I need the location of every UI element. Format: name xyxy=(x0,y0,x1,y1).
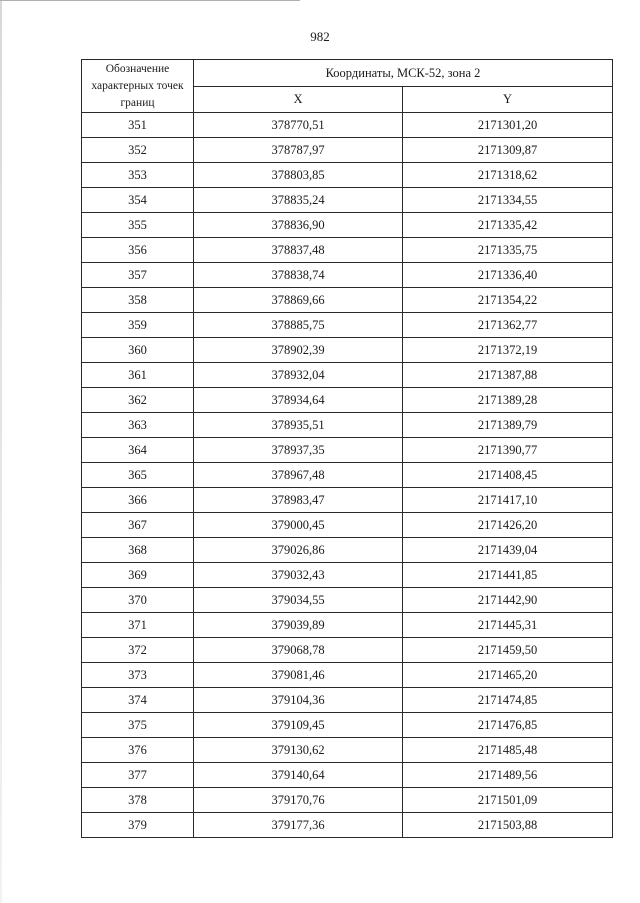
cell-point: 363 xyxy=(82,413,194,438)
header-y: Y xyxy=(403,87,613,113)
cell-y: 2171335,42 xyxy=(403,213,613,238)
cell-y: 2171476,85 xyxy=(403,713,613,738)
page-number: 982 xyxy=(310,29,330,44)
cell-y: 2171336,40 xyxy=(403,263,613,288)
cell-x: 379081,46 xyxy=(194,663,403,688)
cell-x: 379000,45 xyxy=(194,513,403,538)
table-row xyxy=(82,263,613,288)
cell-y: 2171501,09 xyxy=(403,788,613,813)
cell-point: 356 xyxy=(82,238,194,263)
table-row xyxy=(82,663,613,688)
cell-x: 378902,39 xyxy=(194,338,403,363)
cell-point: 373 xyxy=(82,663,194,688)
cell-y: 2171439,04 xyxy=(403,538,613,563)
cell-point: 378 xyxy=(82,788,194,813)
cell-point: 362 xyxy=(82,388,194,413)
cell-y: 2171465,20 xyxy=(403,663,613,688)
cell-y: 2171389,28 xyxy=(403,388,613,413)
cell-x: 379104,36 xyxy=(194,688,403,713)
table-row xyxy=(82,163,613,188)
table-row xyxy=(82,138,613,163)
cell-y: 2171445,31 xyxy=(403,613,613,638)
cell-point: 374 xyxy=(82,688,194,713)
cell-y: 2171362,77 xyxy=(403,313,613,338)
cell-point: 360 xyxy=(82,338,194,363)
cell-x: 378836,90 xyxy=(194,213,403,238)
table-row xyxy=(82,363,613,388)
cell-x: 379177,36 xyxy=(194,813,403,838)
table-row xyxy=(82,763,613,788)
cell-x: 378770,51 xyxy=(194,113,403,138)
cell-point: 366 xyxy=(82,488,194,513)
cell-x: 378937,35 xyxy=(194,438,403,463)
cell-y: 2171459,50 xyxy=(403,638,613,663)
cell-x: 378935,51 xyxy=(194,413,403,438)
table-row xyxy=(82,738,613,763)
cell-y: 2171387,88 xyxy=(403,363,613,388)
cell-x: 379140,64 xyxy=(194,763,403,788)
cell-point: 379 xyxy=(82,813,194,838)
table-row xyxy=(82,113,613,138)
cell-point: 359 xyxy=(82,313,194,338)
cell-x: 378787,97 xyxy=(194,138,403,163)
cell-point: 357 xyxy=(82,263,194,288)
cell-x: 379032,43 xyxy=(194,563,403,588)
cell-x: 378838,74 xyxy=(194,263,403,288)
cell-y: 2171417,10 xyxy=(403,488,613,513)
table-row xyxy=(82,313,613,338)
cell-y: 2171335,75 xyxy=(403,238,613,263)
cell-point: 355 xyxy=(82,213,194,238)
cell-point: 368 xyxy=(82,538,194,563)
table-row xyxy=(82,563,613,588)
scan-top-rule xyxy=(0,0,300,1)
cell-y: 2171474,85 xyxy=(403,688,613,713)
cell-x: 379026,86 xyxy=(194,538,403,563)
cell-x: 378869,66 xyxy=(194,288,403,313)
cell-point: 369 xyxy=(82,563,194,588)
table-row xyxy=(82,513,613,538)
table-row xyxy=(82,438,613,463)
cell-point: 371 xyxy=(82,613,194,638)
cell-y: 2171503,88 xyxy=(403,813,613,838)
cell-y: 2171334,55 xyxy=(403,188,613,213)
table-row xyxy=(82,613,613,638)
table-row xyxy=(82,288,613,313)
table-row xyxy=(82,788,613,813)
cell-y: 2171309,87 xyxy=(403,138,613,163)
table-row xyxy=(82,213,613,238)
table-row xyxy=(82,488,613,513)
table-row xyxy=(82,588,613,613)
cell-x: 379109,45 xyxy=(194,713,403,738)
cell-y: 2171354,22 xyxy=(403,288,613,313)
cell-y: 2171301,20 xyxy=(403,113,613,138)
scan-left-edge xyxy=(0,0,2,903)
cell-point: 367 xyxy=(82,513,194,538)
cell-point: 365 xyxy=(82,463,194,488)
table-row xyxy=(82,538,613,563)
cell-y: 2171372,19 xyxy=(403,338,613,363)
table-row xyxy=(82,188,613,213)
cell-x: 379068,78 xyxy=(194,638,403,663)
cell-x: 378932,04 xyxy=(194,363,403,388)
cell-point: 364 xyxy=(82,438,194,463)
cell-point: 351 xyxy=(82,113,194,138)
table-body xyxy=(82,113,613,838)
cell-point: 375 xyxy=(82,713,194,738)
cell-y: 2171426,20 xyxy=(403,513,613,538)
header-x: X xyxy=(194,87,403,113)
cell-point: 376 xyxy=(82,738,194,763)
cell-x: 378803,85 xyxy=(194,163,403,188)
cell-y: 2171442,90 xyxy=(403,588,613,613)
cell-x: 378835,24 xyxy=(194,188,403,213)
cell-point: 353 xyxy=(82,163,194,188)
cell-point: 352 xyxy=(82,138,194,163)
cell-point: 377 xyxy=(82,763,194,788)
coordinates-table xyxy=(81,59,613,838)
header-point-designation: Обозначение характерных точек границ xyxy=(82,60,194,113)
table-row xyxy=(82,813,613,838)
cell-x: 378837,48 xyxy=(194,238,403,263)
cell-y: 2171390,77 xyxy=(403,438,613,463)
cell-x: 378983,47 xyxy=(194,488,403,513)
table-row xyxy=(82,413,613,438)
cell-y: 2171489,56 xyxy=(403,763,613,788)
cell-x: 379034,55 xyxy=(194,588,403,613)
cell-x: 379130,62 xyxy=(194,738,403,763)
cell-point: 372 xyxy=(82,638,194,663)
cell-point: 358 xyxy=(82,288,194,313)
cell-y: 2171318,62 xyxy=(403,163,613,188)
cell-x: 378885,75 xyxy=(194,313,403,338)
cell-x: 379170,76 xyxy=(194,788,403,813)
table-header xyxy=(82,60,613,113)
table-row xyxy=(82,338,613,363)
table-row xyxy=(82,238,613,263)
cell-point: 354 xyxy=(82,188,194,213)
table-row xyxy=(82,713,613,738)
cell-y: 2171441,85 xyxy=(403,563,613,588)
cell-y: 2171389,79 xyxy=(403,413,613,438)
cell-y: 2171408,45 xyxy=(403,463,613,488)
cell-x: 379039,89 xyxy=(194,613,403,638)
cell-y: 2171485,48 xyxy=(403,738,613,763)
table-row xyxy=(82,388,613,413)
header-coordinates-system: Координаты, МСК-52, зона 2 xyxy=(194,60,613,87)
cell-x: 378934,64 xyxy=(194,388,403,413)
cell-point: 370 xyxy=(82,588,194,613)
table-row xyxy=(82,463,613,488)
table-row xyxy=(82,688,613,713)
cell-point: 361 xyxy=(82,363,194,388)
cell-x: 378967,48 xyxy=(194,463,403,488)
table-row xyxy=(82,638,613,663)
